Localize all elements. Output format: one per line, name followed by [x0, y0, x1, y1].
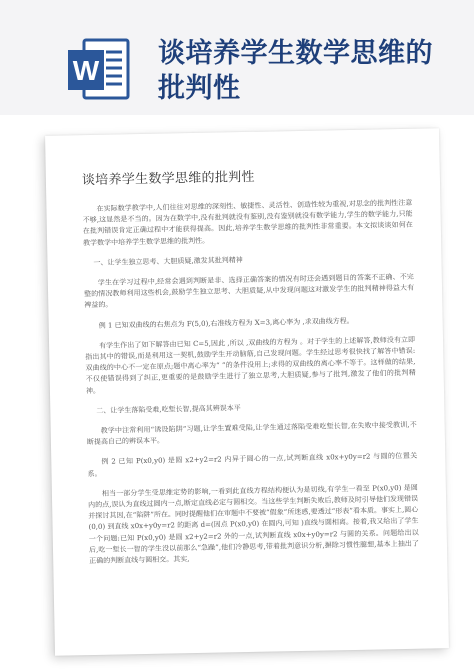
- page-title-line-2: 批判性: [158, 73, 241, 104]
- document-paragraph: 在实际数学教学中,人们往往对思维的深刻性、敏捷性、灵活性、创造性较为重视,对思念的批判性注意不够,这显然是不当的。因为在数学中,没有批判就没有鉴别,没有鉴别就没有数学能力,学生的数学能力,只能在批判错误肯定正确过程中才能获得提高。因此,培养学生数学思维的批判性非常重要。本文拟谈谈如何在教学数学中培养学生数学思维的批判性。: [82, 198, 413, 247]
- example-paragraph: 例 1 已知双曲线的右焦点为 F(5,0),右准线方程为 X=3,离心率为 ,求双曲线方程。: [98, 316, 354, 330]
- header-banner: [0, 0, 474, 115]
- document-paragraph: 学生在学习过程中,经常会遇到判断是非、选择正确答案的情况有时还会遇到题目的答案不正确、不完整的情况教师利用这些机会,鼓励学生独立思考、大胆质疑,从中发现问题这对激发学生的批判精神得益大有裨益的。: [84, 272, 415, 310]
- document-paragraph: 教学中注常利用“诱设陷阱”习题,让学生置难受陷,让学生通过落陷受难吃堑长智,在失败中接受教训,不断提高自己的辨误本平。: [86, 420, 417, 447]
- document-preview[interactable]: [45, 128, 449, 655]
- page-title: [158, 36, 458, 106]
- document-title: 谈培养学生数学思维的批判性: [81, 169, 255, 189]
- document-body: [82, 163, 420, 577]
- document-paragraph: 相当一部分学生受思维定势的影响,一看到此直线方程结构便认为是切线,有学生一看至 P(x0,y0) 是圆内的点,误认为直线过圆内一点,断定直线必定与圆相交。当这些学生判断失败后,教师及时引导他们发现错误并探讨其因,在“陷阱”所在。同时提醒他们在审题中不要被“假象”所迷惑,要透过“形表”看本质。事实上,圆心 (0,0) 到直线 x0x+y0y=r2 的距离 d=(因点 P(x0,y0) 在圆内,可知 )直线与圆相离。接着,我又给出了学生一个问题:已知 P(x0,y0) 是圆 x2+y2=r2 外的一点,试判断直线 x0x+y0y=r2 与圆的关系。问题给出以后,吃一堑长一智的学生没以前那么“急躁”,他们冷静思考,带着批判意识分析,摒除习惯性臆想,基本上抽出了正确的判断直线与圆相交。其实,: [88, 483, 420, 566]
- word-logo-letter: W: [72, 55, 100, 86]
- word-document-icon: [66, 38, 136, 100]
- section-heading: 二、让学生落陷受难,吃堑长智,提高其辨误本平: [96, 403, 241, 415]
- page-title-line-1: 谈培养学生数学思维的: [158, 38, 433, 69]
- example-paragraph: 例 2 已知 P(x0,y0) 是圆 x2+y2=r2 内异于圆心的一点,试判断直线 x0x+y0y=r2 与圆的位置关系。: [87, 452, 418, 478]
- document-paragraph: 有学生作出了如下解答由已知 C=5,因此 ,所以 ,双曲线的方程为 。对于学生的上述解答,教师没有立即指出其中的错误,而是利用这一契机,鼓励学生开动脑筋,自己发现问题。学生经过思考很快找了解答中错误:双曲线的中心不一定在原点;题中离心率为“ ”的条件没用上;求得的双曲线的离心率不等于。这样做的结果,不仅使错误得到了纠正,更重要的是鼓励学生进行了独立思考,大胆质疑,参与了批判,激发了他们的批判精神。: [85, 335, 416, 395]
- section-heading: 一、让学生独立思考、大胆质疑,激发其批判精神: [93, 255, 243, 267]
